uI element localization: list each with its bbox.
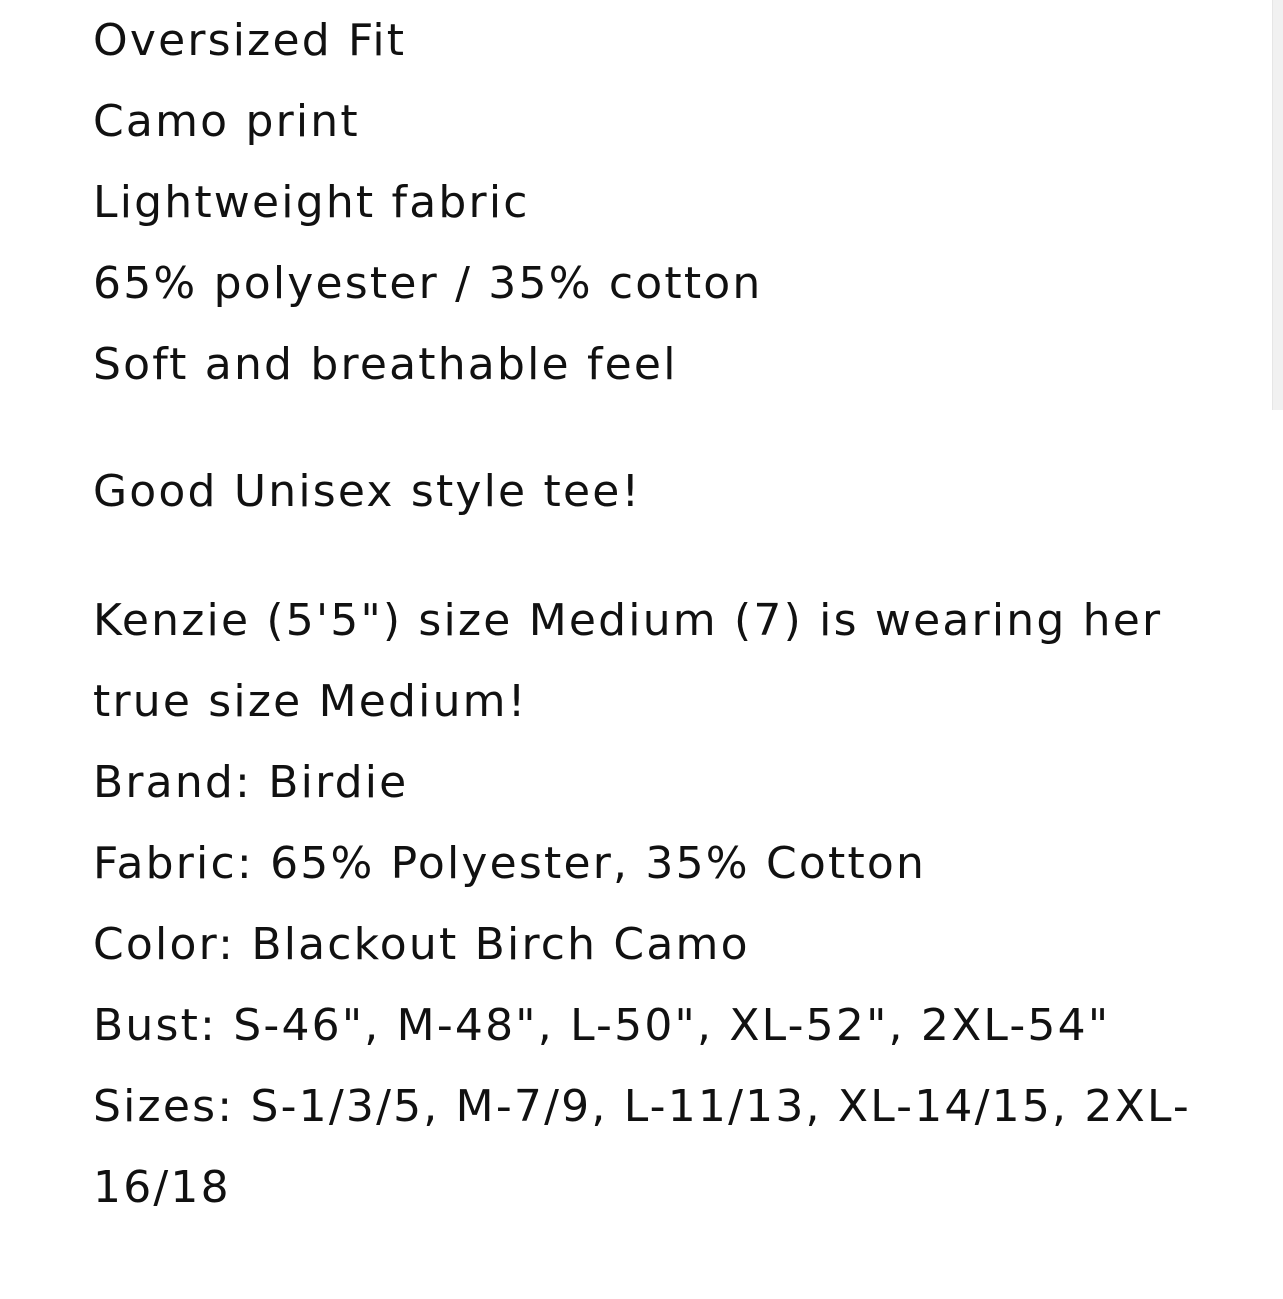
- brand-line: Brand: Birdie: [93, 757, 409, 808]
- tagline-block: [93, 451, 641, 532]
- feature-item: Lightweight fabric: [93, 177, 530, 228]
- scrollbar[interactable]: [1272, 0, 1283, 410]
- model-fit-line-1: Kenzie (5'5") size Medium (7) is wearing her: [93, 595, 1163, 646]
- feature-item: Soft and breathable feel: [93, 339, 678, 390]
- feature-item: Camo print: [93, 96, 360, 147]
- fabric-line: Fabric: 65% Polyester, 35% Cotton: [93, 838, 927, 889]
- sizes-line-1: Sizes: S-1/3/5, M-7/9, L-11/13, XL-14/15, 2XL-: [93, 1081, 1191, 1132]
- bust-line: Bust: S-46", M-48", L-50", XL-52", 2XL-54": [93, 1000, 1111, 1051]
- model-fit-line-2: true size Medium!: [93, 676, 528, 727]
- details-block: [93, 580, 1191, 1228]
- feature-item: 65% polyester / 35% cotton: [93, 258, 763, 309]
- sizes-line-2: 16/18: [93, 1162, 231, 1213]
- color-line: Color: Blackout Birch Camo: [93, 919, 750, 970]
- feature-item: Oversized Fit: [93, 15, 407, 66]
- feature-list: [93, 0, 763, 405]
- tagline: Good Unisex style tee!: [93, 466, 642, 517]
